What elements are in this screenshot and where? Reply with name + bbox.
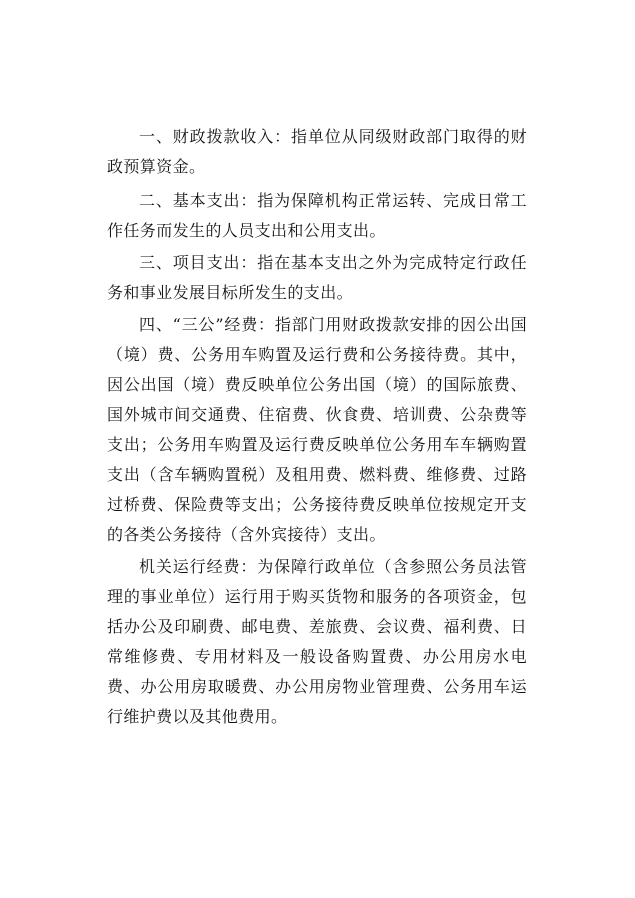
document-body <box>107 122 527 734</box>
paragraph-agency-operating-expenses: 机关运行经费：为保障行政单位（含参照公务员法管理的事业单位）运行用于购买货物和服务的各项资金，包括办公及印刷费、邮电费、差旅费、会议费、福利费、日常维修费、专用材料及一般设备购置费、办公用房水电费、办公用房取暖费、办公用房物业管理费、公务用车运行维护费以及其他费用。 <box>107 557 527 726</box>
paragraph-project-expenditure: 三、项目支出：指在基本支出之外为完成特定行政任务和事业发展目标所发生的支出。 <box>107 253 527 302</box>
paragraph-basic-expenditure: 二、基本支出：指为保障机构正常运转、完成日常工作任务而发生的人员支出和公用支出。 <box>107 191 527 240</box>
paragraph-three-public-expenses: 四、“三公”经费：指部门用财政拨款安排的因公出国（境）费、公务用车购置及运行费和公务接待费。其中，因公出国（境）费反映单位公务出国（境）的国际旅费、国外城市间交通费、住宿费、伙食费、培训费、公杂费等支出；公务用车购置及运行费反映单位公务用车车辆购置支出（含车辆购置税）及租用费、燃料费、维修费、过路过桥费、保险费等支出；公务接待费反映单位按规定开支的各类公务接待（含外宾接待）支出。 <box>107 315 527 544</box>
paragraph-fiscal-appropriation-income: 一、财政拨款收入：指单位从同级财政部门取得的财政预算资金。 <box>107 127 527 176</box>
